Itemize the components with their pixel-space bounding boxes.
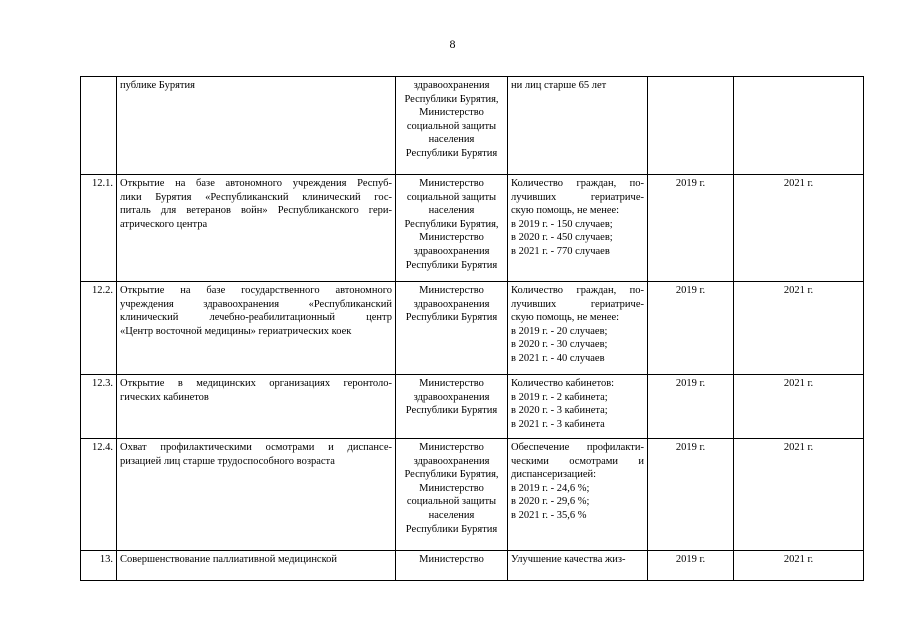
responsible-cell — [396, 551, 508, 581]
responsible-line: социальной защиты — [406, 120, 497, 132]
end-year: 2021 г. — [734, 175, 864, 282]
indicator-line: в 2020 г. - 450 случаев; — [511, 232, 613, 244]
responsible-cell — [396, 77, 508, 175]
responsible-cell — [396, 282, 508, 375]
event-line: Охват профилактическими осмотрами и диспансе- — [120, 442, 392, 453]
indicator-line: в 2019 г. - 24,6 %; — [511, 482, 590, 494]
indicator-cell — [508, 439, 648, 551]
start-year: 2019 г. — [648, 375, 734, 439]
responsible-line: Министерство — [419, 107, 484, 119]
row-number: 12.1. — [81, 175, 117, 282]
indicator-line: Улучшение качества жиз- — [511, 554, 626, 565]
responsible-line: населения — [428, 134, 475, 146]
responsible-line: Министерство — [419, 285, 484, 296]
indicator-cell — [508, 551, 648, 581]
indicator-line: в 2019 г. - 2 кабинета; — [511, 391, 608, 403]
end-year: 2021 г. — [734, 282, 864, 375]
indicator-cell — [508, 282, 648, 375]
table-row — [81, 439, 864, 551]
row-number: 12.2. — [81, 282, 117, 375]
responsible-line: здравоохранения — [413, 391, 490, 403]
table-row — [81, 375, 864, 439]
responsible-line: Республики Бурятия — [405, 312, 498, 324]
responsible-line: Министерство — [419, 442, 484, 453]
indicator-line: ческими осмотрами и — [511, 455, 644, 467]
indicator-line: ни лиц старше 65 лет — [511, 80, 607, 91]
end-year: 2021 г. — [734, 375, 864, 439]
indicator-line: в 2019 г. - 150 случаев; — [511, 218, 613, 230]
responsible-line: населения — [428, 205, 475, 217]
indicator-line: Обеспечение профилакти- — [511, 442, 644, 453]
responsible-line: социальной защиты — [406, 496, 497, 508]
event-line: питаль для ветеранов войн» Республиканского гери- — [120, 205, 392, 217]
event-line: учреждения здравоохранения «Республиканский — [120, 298, 392, 310]
responsible-line: социальной защиты — [406, 191, 497, 203]
start-year — [648, 77, 734, 175]
responsible-line: Республики Бурятия — [405, 405, 498, 417]
event-line: «Центр восточной медицины» гериатрических коек — [120, 325, 352, 337]
row-number: 12.4. — [81, 439, 117, 551]
responsible-line: Министерство — [419, 554, 484, 565]
responsible-line: здравоохранения — [413, 455, 490, 467]
indicator-line: скую помощь, не менее: — [511, 312, 620, 324]
responsible-cell — [396, 439, 508, 551]
end-year: 2021 г. — [734, 439, 864, 551]
table-row — [81, 282, 864, 375]
event-line: ризацией лиц старше трудоспособного возраста — [120, 455, 335, 467]
event-line: клинический лечебно-реабилитационный центр — [120, 312, 392, 324]
responsible-line: Республики Бурятия, — [404, 93, 499, 105]
indicator-line: в 2021 г. - 35,6 % — [511, 509, 587, 521]
event-cell — [117, 551, 396, 581]
indicator-line: в 2019 г. - 20 случаев; — [511, 325, 608, 337]
responsible-line: здравоохранения — [413, 80, 490, 91]
row-number: 13. — [81, 551, 117, 581]
event-line: публике Бурятия — [120, 80, 195, 91]
table-body — [81, 77, 864, 581]
indicator-line: Количество кабинетов: — [511, 378, 615, 389]
measures-table — [80, 76, 864, 581]
start-year: 2019 г. — [648, 551, 734, 581]
indicator-line: диспансеризацией: — [511, 469, 597, 481]
indicator-line: в 2020 г. - 30 случаев; — [511, 339, 608, 351]
responsible-line: Министерство — [419, 178, 484, 189]
responsible-line: населения — [428, 509, 475, 521]
responsible-line: Республики Бурятия — [405, 523, 498, 535]
responsible-line: здравоохранения — [413, 298, 490, 310]
indicator-line: Количество граждан, по- — [511, 178, 644, 189]
indicator-line: Количество граждан, по- — [511, 285, 644, 296]
event-line: лики Бурятия «Республиканский клинический гос- — [120, 191, 392, 203]
responsible-line: Министерство — [419, 482, 484, 494]
event-line: атрического центра — [120, 218, 208, 230]
row-number: 12.3. — [81, 375, 117, 439]
event-line: гических кабинетов — [120, 391, 209, 403]
indicator-line: скую помощь, не менее: — [511, 205, 620, 217]
event-line: Открытие на базе автономного учреждения Респуб- — [120, 178, 392, 189]
event-line: Открытие на базе государственного автономного — [120, 285, 392, 296]
indicator-cell — [508, 77, 648, 175]
event-cell — [117, 175, 396, 282]
indicator-line: в 2020 г. - 29,6 %; — [511, 496, 590, 508]
responsible-line: здравоохранения — [413, 245, 490, 257]
responsible-line: Республики Бурятия — [405, 259, 498, 271]
table-row — [81, 551, 864, 581]
indicator-cell — [508, 375, 648, 439]
indicator-line: в 2021 г. - 40 случаев — [511, 352, 605, 364]
responsible-line: Министерство — [419, 232, 484, 244]
indicator-line: лучивших гериатриче- — [511, 298, 644, 310]
row-number — [81, 77, 117, 175]
responsible-cell — [396, 175, 508, 282]
responsible-line: Республики Бурятия, — [404, 469, 499, 481]
start-year: 2019 г. — [648, 439, 734, 551]
table-row — [81, 77, 864, 175]
indicator-cell — [508, 175, 648, 282]
page-number: 8 — [449, 37, 456, 51]
event-cell — [117, 282, 396, 375]
table-row — [81, 175, 864, 282]
event-line: Открытие в медицинских организациях геронтоло- — [120, 378, 392, 389]
indicator-line: в 2021 г. - 770 случаев — [511, 245, 610, 257]
event-cell — [117, 439, 396, 551]
start-year: 2019 г. — [648, 175, 734, 282]
event-cell — [117, 77, 396, 175]
responsible-line: Республики Бурятия — [405, 147, 498, 159]
responsible-line: Республики Бурятия, — [404, 218, 499, 230]
event-line: Совершенствование паллиативной медицинской — [120, 554, 338, 565]
start-year: 2019 г. — [648, 282, 734, 375]
end-year: 2021 г. — [734, 551, 864, 581]
indicator-line: лучивших гериатриче- — [511, 191, 644, 203]
indicator-line: в 2021 г. - 3 кабинета — [511, 418, 605, 430]
indicator-line: в 2020 г. - 3 кабинета; — [511, 405, 608, 417]
end-year — [734, 77, 864, 175]
responsible-cell — [396, 375, 508, 439]
event-cell — [117, 375, 396, 439]
responsible-line: Министерство — [419, 378, 484, 389]
